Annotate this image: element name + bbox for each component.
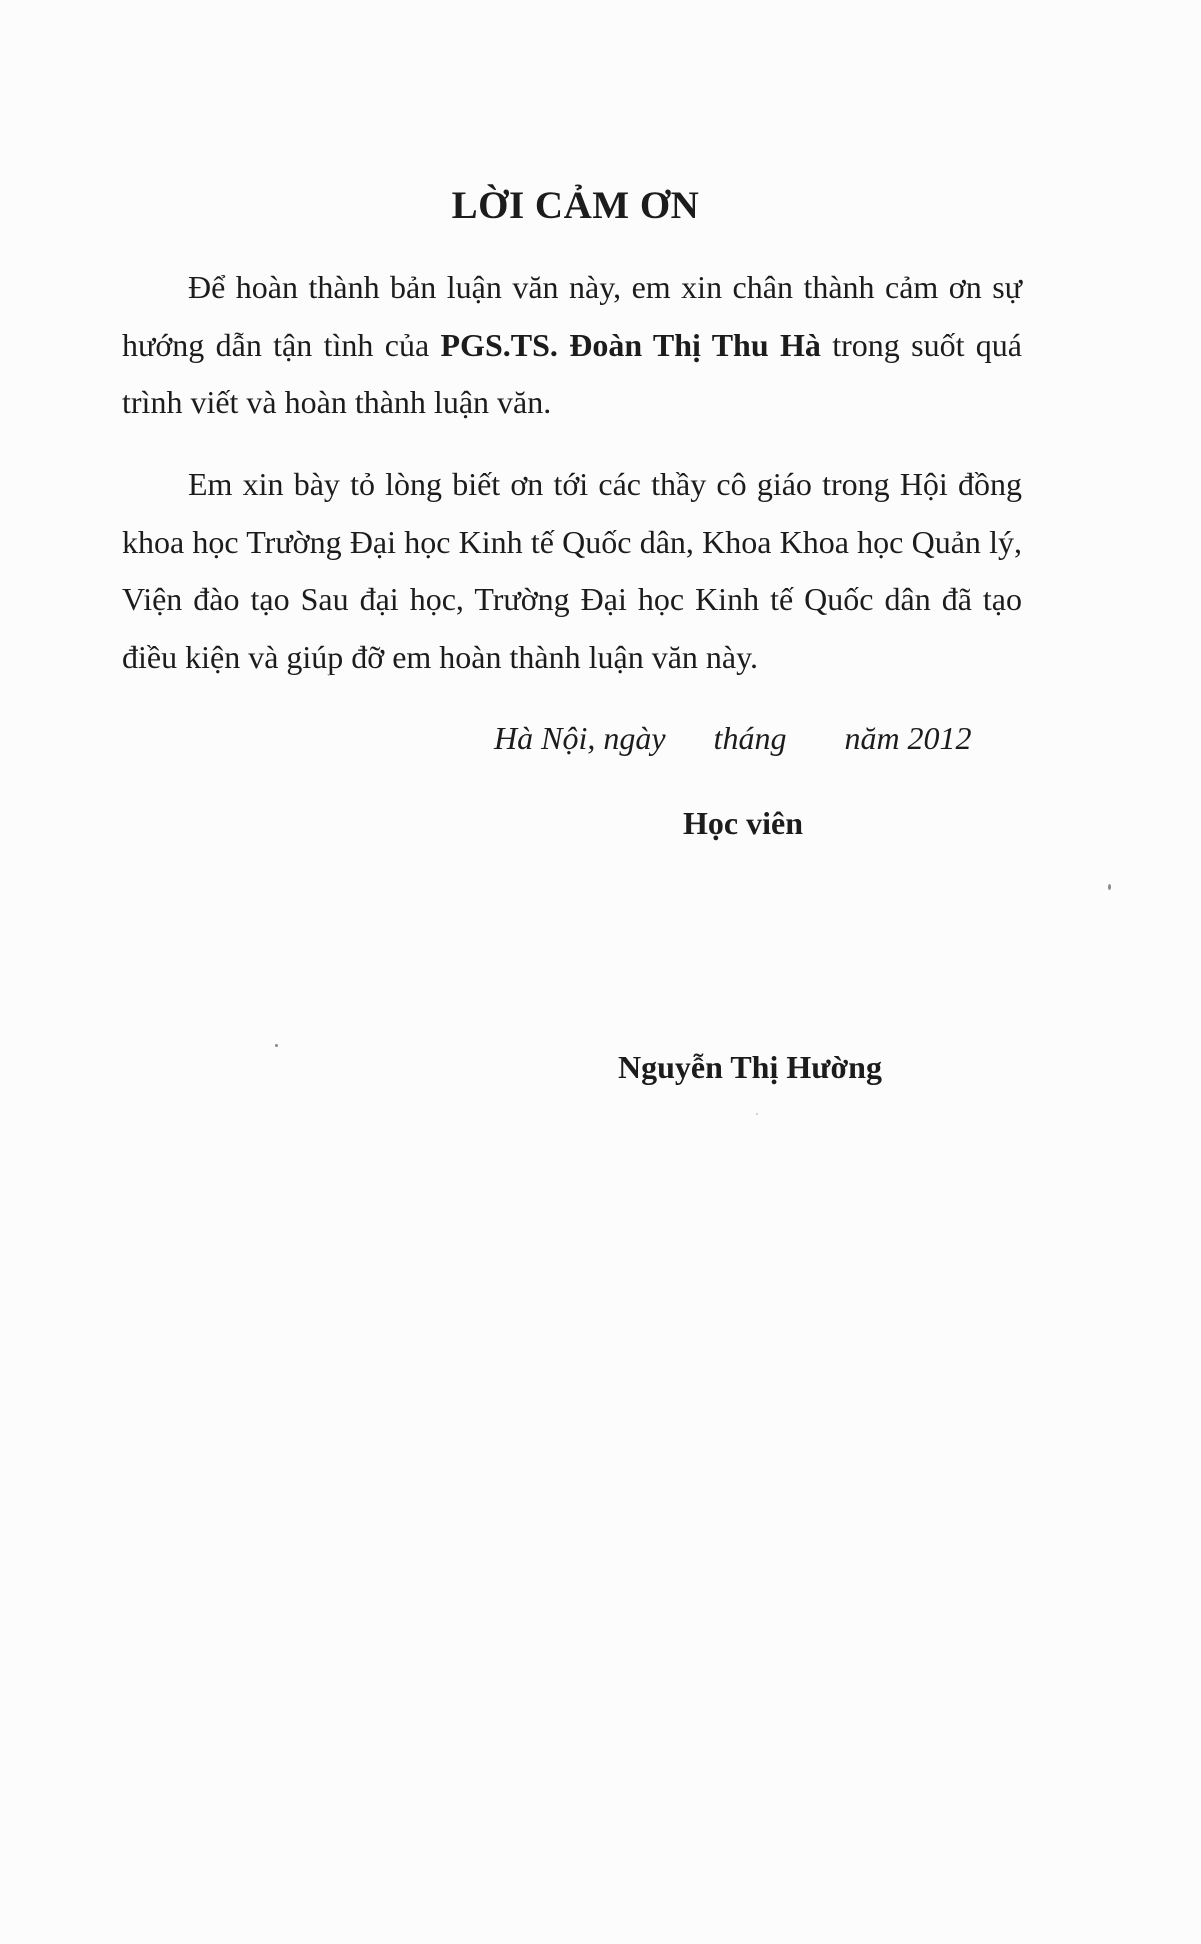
acknowledgement-paragraph-2 (122, 456, 1022, 686)
page-title: LỜI CẢM ƠN (451, 184, 700, 227)
date-place-day: Hà Nội, ngày (494, 720, 666, 756)
paragraph-1-text-end: trong suốt quá trình viết và hoàn thành luận văn. (122, 326, 1023, 420)
date-line (494, 720, 972, 757)
scan-speck (275, 1044, 278, 1047)
scan-speck (756, 1113, 758, 1115)
acknowledgement-paragraph-1 (122, 259, 1022, 432)
signer-role: Học viên (683, 805, 803, 841)
date-month: tháng (713, 720, 787, 756)
scan-speck (328, 674, 330, 676)
scan-speck (1108, 884, 1111, 890)
date-year: năm 2012 (844, 720, 972, 756)
paragraph-2-text: Em xin bày tỏ lòng biết ơn tới các thầy cô giáo trong Hội đồng khoa học Trường Đại học Kinh tế Quốc dân, Khoa Khoa học Quản lý, Viện đào tạo Sau đại học, Trường Đại học Kinh tế Quốc dân đã tạo điều kiện và giúp đỡ em hoàn thành luận văn này. (122, 466, 1022, 675)
signer-name: Nguyễn Thị Hường (618, 1049, 882, 1085)
supervisor-name: PGS.TS. Đoàn Thị Thu Hà (440, 326, 821, 363)
paragraph-1-text-start: Để hoàn thành bản luận văn này, em xin chân thành cảm ơn sự hướng dẫn tận tình của (122, 269, 1022, 363)
